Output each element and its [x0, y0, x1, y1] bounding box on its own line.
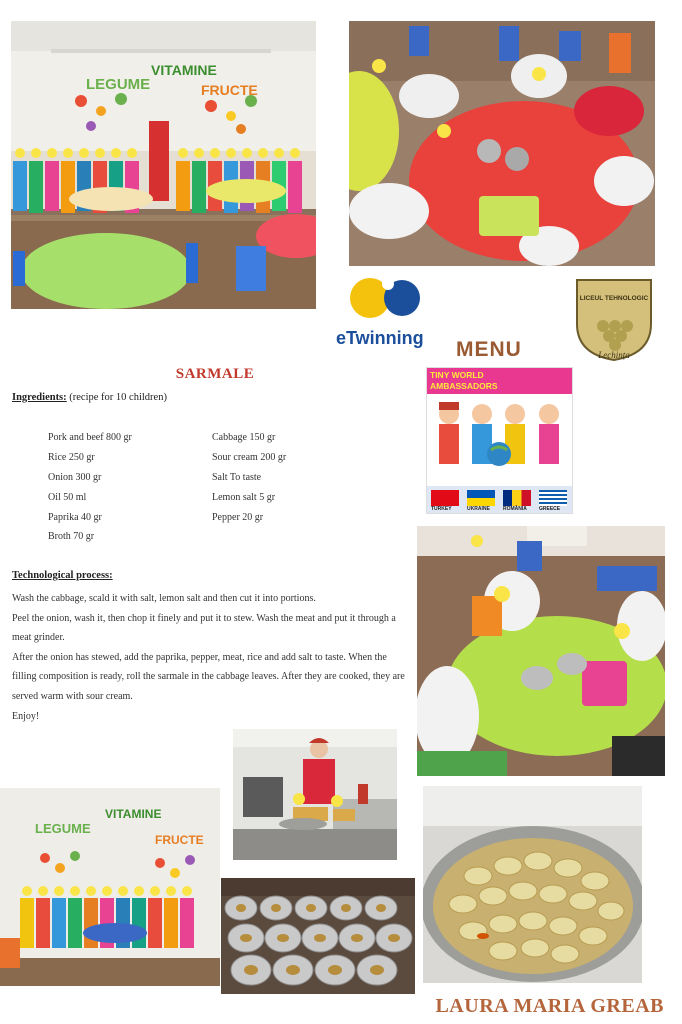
country-turkey: TURKEY	[431, 506, 452, 512]
photo-classroom-group-2	[0, 788, 220, 986]
ingredient-right-4: Lemon salt 5 gr	[212, 492, 276, 503]
process-step-4: Enjoy!	[12, 710, 40, 722]
school-logo-line1: LICEUL TEHNOLOGIC	[579, 295, 649, 302]
process-heading: Technological process:	[12, 570, 113, 581]
process-step-3: After the onion has stewed, add the paprika, pepper, meat, rice and add salt to taste. When the filling composition is ready, roll the sarmale in the cabbage leaves. After they are cooked, they are served warm with sour cream.	[12, 651, 405, 702]
recipe-title: SARMALE	[175, 366, 255, 382]
photo-children-green-table	[417, 526, 665, 776]
ingredient-left-5: Paprika 40 gr	[48, 512, 102, 523]
ingredient-left-6: Broth 70 gr	[48, 531, 95, 542]
wall-word-vitamine-2: VITAMINE	[105, 807, 162, 821]
ingredients-label: Ingredients:	[12, 392, 67, 403]
author-name: LAURA MARIA GREAB	[435, 995, 664, 1017]
menu-heading: MENU	[456, 338, 522, 361]
wall-word-fructe-2: FRUCTE	[155, 833, 204, 847]
flag-ukraine	[467, 490, 495, 506]
process-step-2: Peel the onion, wash it, then chop it finely and put it to stew. Wash the meat and put it through a meat grinder.	[12, 612, 396, 644]
process-text	[12, 589, 410, 726]
project-logo-title: TINY WORLD AMBASSADORS	[430, 370, 498, 391]
ingredient-right-3: Salt To taste	[212, 472, 262, 483]
ingredients-note: (recipe for 10 children)	[69, 392, 167, 403]
ingredient-right-5: Pepper 20 gr	[212, 512, 264, 523]
photo-pot-sarmale	[423, 786, 642, 983]
flag-turkey	[431, 490, 459, 506]
wall-word-vitamine: VITAMINE	[151, 62, 217, 78]
ingredient-left-1: Pork and beef 800 gr	[48, 432, 132, 443]
flag-greece	[539, 490, 567, 506]
process-step-1: Wash the cabbage, scald it with salt, lemon salt and then cut it into portions.	[12, 593, 316, 604]
flag-romania	[503, 490, 531, 506]
photo-children-red-table	[349, 21, 655, 266]
ingredient-right-1: Cabbage 150 gr	[212, 432, 276, 443]
etwinning-label: eTwinning	[336, 328, 424, 348]
project-logo-flags	[427, 486, 572, 513]
photo-classroom-group	[11, 21, 316, 309]
wall-word-legume: LEGUME	[86, 76, 151, 93]
school-logo-line2: Lechința	[598, 350, 630, 360]
photo-teacher-kitchen	[233, 729, 397, 860]
project-logo	[426, 367, 573, 514]
photo-trays-sarmale	[221, 878, 415, 994]
school-logo	[573, 276, 655, 362]
wall-word-legume-2: LEGUME	[35, 821, 91, 836]
wall-word-fructe: FRUCTE	[201, 82, 258, 98]
etwinning-logo	[340, 272, 440, 324]
ingredient-left-3: Onion 300 gr	[48, 472, 102, 483]
ingredients-heading	[12, 392, 167, 403]
country-ukraine: UKRAINE	[467, 506, 490, 512]
project-logo-children	[439, 402, 559, 466]
country-greece: GREECE	[539, 506, 561, 512]
ingredient-right-2: Sour cream 200 gr	[212, 452, 287, 463]
ingredient-left-2: Rice 250 gr	[48, 452, 95, 463]
ingredient-left-4: Oil 50 ml	[48, 492, 87, 503]
country-romania: ROMÂNIA	[503, 506, 527, 512]
